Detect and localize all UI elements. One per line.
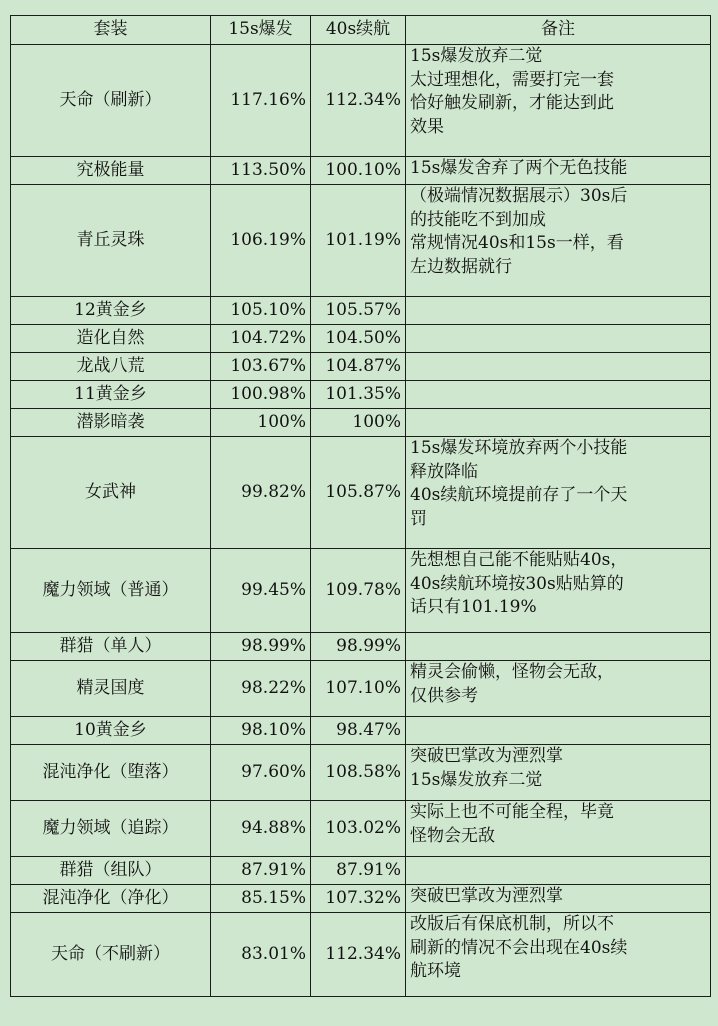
burst-15s-cell[interactable]: 117.16% [211, 45, 311, 157]
note-cell[interactable] [406, 297, 711, 325]
sustain-40s-cell[interactable]: 100.10% [311, 157, 406, 185]
burst-15s-cell[interactable]: 98.22% [211, 661, 311, 717]
sustain-40s-cell[interactable]: 103.02% [311, 801, 406, 857]
header-set[interactable]: 套装 [11, 16, 211, 45]
set-name-cell[interactable]: 11黄金乡 [11, 381, 211, 409]
table-row [11, 857, 711, 885]
sustain-40s-cell[interactable]: 108.58% [311, 745, 406, 801]
sustain-40s-cell[interactable]: 107.10% [311, 661, 406, 717]
sustain-40s-cell[interactable]: 105.87% [311, 437, 406, 549]
set-name-cell[interactable]: 天命（不刷新） [11, 913, 211, 997]
set-name-cell[interactable]: 女武神 [11, 437, 211, 549]
sustain-40s-cell[interactable]: 109.78% [311, 549, 406, 633]
table-row [11, 885, 711, 913]
sustain-40s-cell[interactable]: 100% [311, 409, 406, 437]
set-name-cell[interactable]: 龙战八荒 [11, 353, 211, 381]
set-name-cell[interactable]: 魔力领域（普通） [11, 549, 211, 633]
note-cell[interactable] [406, 717, 711, 745]
table-row [11, 45, 711, 157]
table-row [11, 353, 711, 381]
burst-15s-cell[interactable]: 98.10% [211, 717, 311, 745]
sustain-40s-cell[interactable]: 112.34% [311, 45, 406, 157]
set-name-cell[interactable]: 混沌净化（堕落） [11, 745, 211, 801]
burst-15s-cell[interactable]: 97.60% [211, 745, 311, 801]
table-row [11, 717, 711, 745]
set-name-cell[interactable]: 青丘灵珠 [11, 185, 211, 297]
sustain-40s-cell[interactable]: 87.91% [311, 857, 406, 885]
note-cell[interactable]: 实际上也不可能全程，毕竟 怪物会无敌 [406, 801, 711, 857]
table-row [11, 157, 711, 185]
header-notes[interactable]: 备注 [406, 16, 711, 45]
sustain-40s-cell[interactable]: 104.50% [311, 325, 406, 353]
burst-15s-cell[interactable]: 83.01% [211, 913, 311, 997]
set-name-cell[interactable]: 混沌净化（净化） [11, 885, 211, 913]
note-cell[interactable]: 精灵会偷懒，怪物会无敌， 仅供参考 [406, 661, 711, 717]
note-cell[interactable] [406, 409, 711, 437]
set-name-cell[interactable]: 12黄金乡 [11, 297, 211, 325]
table-row [11, 801, 711, 857]
sustain-40s-cell[interactable]: 107.32% [311, 885, 406, 913]
note-cell[interactable]: 15s爆发放弃二觉 太过理想化，需要打完一套 恰好触发刷新，才能达到此 效果 [406, 45, 711, 157]
table-row [11, 325, 711, 353]
set-name-cell[interactable]: 造化自然 [11, 325, 211, 353]
note-cell[interactable]: 突破巴掌改为湮烈掌 15s爆发放弃二觉 [406, 745, 711, 801]
set-name-cell[interactable]: 精灵国度 [11, 661, 211, 717]
burst-15s-cell[interactable]: 85.15% [211, 885, 311, 913]
set-comparison-table [10, 15, 711, 997]
set-name-cell[interactable]: 究极能量 [11, 157, 211, 185]
sustain-40s-cell[interactable]: 101.19% [311, 185, 406, 297]
sustain-40s-cell[interactable]: 98.47% [311, 717, 406, 745]
sustain-40s-cell[interactable]: 104.87% [311, 353, 406, 381]
burst-15s-cell[interactable]: 106.19% [211, 185, 311, 297]
note-cell[interactable] [406, 381, 711, 409]
set-name-cell[interactable]: 10黄金乡 [11, 717, 211, 745]
table-row [11, 661, 711, 717]
burst-15s-cell[interactable]: 104.72% [211, 325, 311, 353]
table-row [11, 437, 711, 549]
note-cell[interactable] [406, 353, 711, 381]
header-40s-sustain[interactable]: 40s续航 [311, 16, 406, 45]
set-name-cell[interactable]: 潜影暗袭 [11, 409, 211, 437]
burst-15s-cell[interactable]: 113.50% [211, 157, 311, 185]
header-row [11, 16, 711, 45]
note-cell[interactable] [406, 325, 711, 353]
table-row [11, 185, 711, 297]
note-cell[interactable]: 15s爆发环境放弃两个小技能 释放降临 40s续航环境提前存了一个天 罚 [406, 437, 711, 549]
set-name-cell[interactable]: 群猎（组队） [11, 857, 211, 885]
note-cell[interactable]: 改版后有保底机制，所以不 刷新的情况不会出现在40s续 航环境 [406, 913, 711, 997]
sustain-40s-cell[interactable]: 101.35% [311, 381, 406, 409]
burst-15s-cell[interactable]: 99.45% [211, 549, 311, 633]
sustain-40s-cell[interactable]: 112.34% [311, 913, 406, 997]
table-row [11, 633, 711, 661]
set-name-cell[interactable]: 魔力领域（追踪） [11, 801, 211, 857]
burst-15s-cell[interactable]: 98.99% [211, 633, 311, 661]
table-row [11, 549, 711, 633]
burst-15s-cell[interactable]: 94.88% [211, 801, 311, 857]
note-cell[interactable]: 突破巴掌改为湮烈掌 [406, 885, 711, 913]
burst-15s-cell[interactable]: 105.10% [211, 297, 311, 325]
note-cell[interactable] [406, 633, 711, 661]
table-row [11, 745, 711, 801]
burst-15s-cell[interactable]: 99.82% [211, 437, 311, 549]
burst-15s-cell[interactable]: 87.91% [211, 857, 311, 885]
note-cell[interactable] [406, 857, 711, 885]
note-cell[interactable]: （极端情况数据展示）30s后 的技能吃不到加成 常规情况40s和15s一样，看 左边数据就行 [406, 185, 711, 297]
note-cell[interactable]: 先想想自己能不能贴贴40s， 40s续航环境按30s贴贴算的 话只有101.19% [406, 549, 711, 633]
set-name-cell[interactable]: 天命（刷新） [11, 45, 211, 157]
table-row [11, 297, 711, 325]
burst-15s-cell[interactable]: 100.98% [211, 381, 311, 409]
note-cell[interactable]: 15s爆发舍弃了两个无色技能 [406, 157, 711, 185]
table-row [11, 409, 711, 437]
sustain-40s-cell[interactable]: 98.99% [311, 633, 406, 661]
set-name-cell[interactable]: 群猎（单人） [11, 633, 211, 661]
burst-15s-cell[interactable]: 103.67% [211, 353, 311, 381]
sustain-40s-cell[interactable]: 105.57% [311, 297, 406, 325]
table-row [11, 381, 711, 409]
header-15s-burst[interactable]: 15s爆发 [211, 16, 311, 45]
burst-15s-cell[interactable]: 100% [211, 409, 311, 437]
table-row [11, 913, 711, 997]
